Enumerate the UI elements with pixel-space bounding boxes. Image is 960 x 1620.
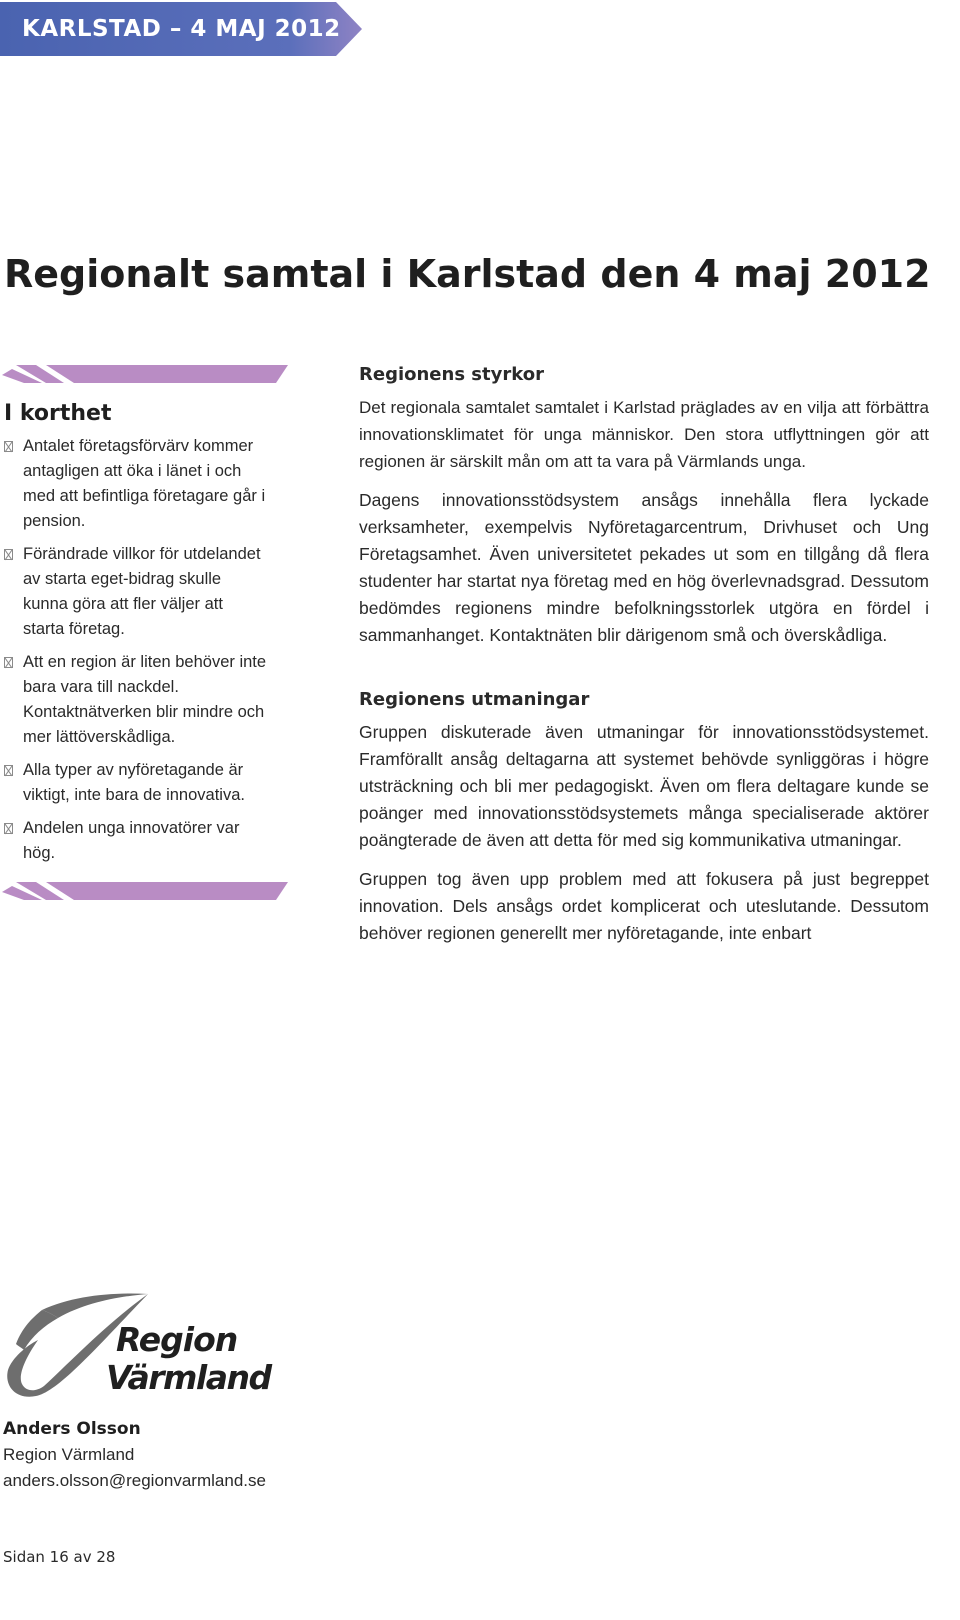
page-title: Regionalt samtal i Karlstad den 4 maj 2012 <box>4 252 931 296</box>
decorative-stripe-top <box>2 365 288 383</box>
boxed-cross-icon <box>4 765 13 776</box>
logo-text-line2: Värmland <box>106 1358 271 1397</box>
contact-email[interactable]: anders.olsson@regionvarmland.se <box>3 1471 266 1490</box>
section-strengths <box>359 362 929 649</box>
section-heading: Regionens utmaningar <box>359 689 590 710</box>
region-varmland-logo <box>2 1288 277 1406</box>
contact-block <box>3 1416 266 1494</box>
list-item-text: Att en region är liten behöver inte bara vara till nackdel. Kontaktnätverken blir mindre och mer lättöverskådliga. <box>23 653 267 746</box>
sidebar-summary <box>4 400 294 874</box>
summary-list <box>4 434 294 866</box>
list-item <box>4 816 268 866</box>
list-item <box>4 542 268 642</box>
boxed-cross-icon <box>4 549 13 560</box>
logo-text-line1: Region <box>116 1320 238 1359</box>
list-item <box>4 434 268 534</box>
boxed-cross-icon <box>4 657 13 668</box>
list-item-text: Alla typer av nyföretagande är viktigt, inte bara de innovativa. <box>23 761 245 804</box>
contact-organization: Region Värmland <box>3 1445 135 1464</box>
sidebar-heading: I korthet <box>4 401 112 426</box>
contact-name: Anders Olsson <box>3 1419 141 1439</box>
paragraph: Dagens innovationsstödsystem ansågs innehålla flera lyckade verksamheter, exempelvis Nyföretagarcentrum, Drivhuset och Ung Företagsamhet. Även universitetet pekades ut som en tillgång då flera studenter har startat nya företag med en hög överlevnadsgrad. Dessutom bedömdes regionens mindre befolkningsstorlek utgöra en fördel i sammanhanget. Kontaktnäten blir därigenom små och överskådliga. <box>359 490 929 645</box>
header-banner <box>0 2 362 56</box>
header-banner-text: KARLSTAD – 4 MAJ 2012 <box>22 16 341 42</box>
main-content <box>359 362 929 959</box>
list-item-text: Förändrade villkor för utdelandet av starta eget-bidrag skulle kunna göra att fler väljer att starta företag. <box>23 545 261 638</box>
list-item-text: Andelen unga innovatörer var hög. <box>23 819 240 862</box>
paragraph: Gruppen diskuterade även utmaningar för innovationsstödsystemet. Framförallt ansåg deltagarna att systemet behövde synliggöras i högre utsträckning och bli mer pedagogiskt. Även om flera deltagare kunde se poänger med innovationsstödsystemets många specialiserade aktörer poängterade de även att detta för med sig kommunikativa utmaningar. <box>359 722 929 850</box>
section-challenges <box>359 687 929 947</box>
decorative-stripe-bottom <box>2 882 288 900</box>
paragraph: Gruppen tog även upp problem med att fokusera på just begreppet innovation. Dels ansågs ordet komplicerat och uteslutande. Dessutom behöver regionen generellt mer nyföretagande, inte enbart <box>359 869 929 943</box>
list-item <box>4 758 268 808</box>
paragraph: Det regionala samtalet samtalet i Karlstad präglades av en vilja att förbättra innovationsklimatet för unga människor. Den stora utflyttningen gör att regionen är särskilt mån om att ta vara på Värmlands unga. <box>359 398 929 471</box>
page-number: Sidan 16 av 28 <box>3 1548 116 1566</box>
boxed-cross-icon <box>4 441 13 452</box>
list-item <box>4 650 268 750</box>
boxed-cross-icon <box>4 823 13 834</box>
list-item-text: Antalet företagsförvärv kommer antagligen att öka i länet i och med att befintliga företagare går i pension. <box>23 437 266 530</box>
section-heading: Regionens styrkor <box>359 364 544 385</box>
